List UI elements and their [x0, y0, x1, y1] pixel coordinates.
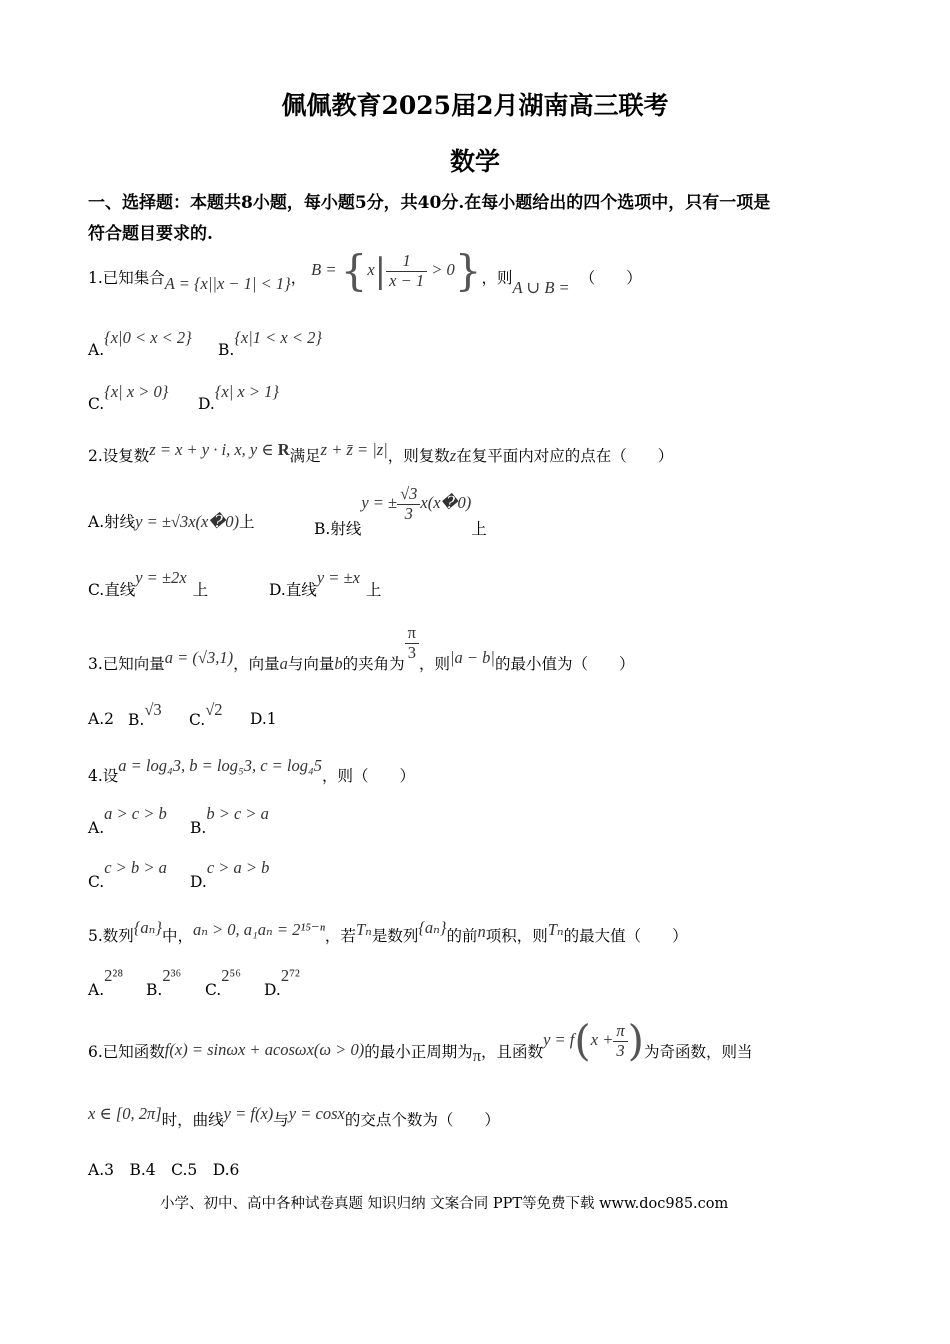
q2-expr1: z = x + y · i, x, y ∈ R: [149, 440, 290, 459]
q1-option-b-label: B.: [218, 341, 235, 359]
q5-tn-2: Tₙ: [547, 920, 564, 939]
q2-option-d-label: D.直线: [269, 581, 317, 599]
q1-paren: （ ）: [579, 268, 642, 287]
q3-option-c-expr: √2: [205, 700, 223, 719]
q4-option-b: [190, 804, 269, 837]
section-heading-line2: 符合题目要求的.: [88, 224, 213, 244]
question-1: [88, 246, 642, 300]
q2-expr2: z + z̄ = |z|: [320, 440, 388, 459]
q3-option-c: [189, 700, 223, 729]
q6-t1: 的最小正周期为: [364, 1042, 473, 1061]
q6-t2: ，且函数: [481, 1042, 544, 1061]
q3-option-c-label: C.: [189, 711, 206, 729]
q3-expr1: a = (√3,1): [164, 648, 234, 668]
q6-domain: x ∈ [0, 2π]: [88, 1104, 162, 1123]
q5-option-c-label: C.: [205, 981, 222, 999]
q2-option-d-on: 上: [365, 581, 382, 599]
q2-rest: ，则复数: [387, 447, 450, 465]
q1-set-b-prefix: B =: [311, 259, 341, 279]
q3-option-b-label: B.: [128, 711, 145, 729]
q6-t3: 为奇函数，则当: [644, 1042, 753, 1061]
q6-t5: 与: [273, 1111, 289, 1129]
q4-option-d: [190, 858, 270, 891]
q1-set-b-den: x − 1: [389, 270, 425, 290]
subject-title: 数学: [449, 147, 500, 176]
q3-t4: ，则: [419, 655, 451, 674]
q4-option-a-label: A.: [88, 819, 105, 837]
q5-t3: 是数列: [371, 927, 419, 945]
q1-set-a: A = {x||x − 1| < 1}: [164, 273, 291, 293]
q4-expr: a = log₄3, b = log₅3, c = log₄5: [118, 756, 322, 775]
q5-t6: 的最大值（ ）: [563, 927, 688, 945]
q3-a: a: [279, 654, 288, 674]
q5-option-d: [264, 966, 300, 999]
q5-expr: aₙ > 0, a₁aₙ = 2¹⁵⁻ⁿ: [192, 920, 325, 939]
q5-tn: Tₙ: [355, 920, 372, 939]
q6-t4: 时，曲线: [161, 1111, 224, 1129]
section-heading-line1: 一、选择题：本题共8小题，每小题5分，共40分.在每小题给出的四个选项中，只有一项是: [88, 193, 771, 213]
q3-expr2: |a − b|: [450, 648, 495, 668]
q1-option-c-text: {x| x > 0}: [104, 382, 169, 401]
q6-f: f(x) = sinωx + acosωx(ω > 0): [164, 1039, 365, 1059]
q3-option-b-expr: √3: [144, 700, 162, 719]
q1-set-b-suffix: > 0: [431, 259, 455, 279]
q2-option-c-label: C.直线: [88, 581, 136, 599]
q2-option-d: [269, 568, 382, 600]
q3-t2: 与向量: [287, 655, 335, 674]
q5-seq-2: {aₙ}: [418, 918, 447, 937]
q3-b: b: [334, 654, 343, 674]
q1-expr: A ∪ B =: [512, 277, 570, 297]
q1-set-b-num: 1: [386, 252, 427, 272]
q2-rest2: 在复平面内对应的点在（ ）: [456, 447, 674, 465]
q2-option-a-label: A.射线: [88, 513, 136, 531]
q6-g: y = f(x + $\frac{\pi}{3}$ ): [543, 1016, 645, 1065]
question-5: [88, 918, 688, 946]
question-6: [88, 1016, 753, 1065]
q1-option-d-text: {x| x > 1}: [214, 382, 279, 401]
q5-t1: 中，: [161, 927, 193, 945]
q5-option-d-label: D.: [264, 981, 281, 999]
q5-t4: 的前: [446, 927, 478, 945]
q6-options: A.3 B.4 C.5 D.6: [88, 1161, 240, 1179]
q1-stem: 1.已知集合: [88, 268, 165, 287]
q2-option-c-on: 上: [192, 581, 209, 599]
q1-option-c-label: C.: [88, 395, 105, 413]
q1-option-c: [88, 382, 169, 413]
q1-option-a-label: A.: [88, 341, 105, 359]
q6-cos: y = cosx: [288, 1104, 345, 1123]
q5-option-a: [88, 966, 124, 999]
q4-option-d-label: D.: [190, 873, 207, 891]
q5-n: n: [477, 922, 486, 941]
q2-option-b-expr: y = ± $\frac{√3}{3}$ x(x�0): [361, 484, 472, 523]
q1-comma: ，: [290, 268, 307, 287]
q1-option-d-label: D.: [198, 395, 215, 413]
q4-option-c-text: c > b > a: [104, 858, 167, 877]
q2-z: z: [449, 446, 457, 465]
q6-line2: [88, 1104, 500, 1130]
q5-stem: 5.数列: [88, 927, 134, 945]
q5-option-c-text: 2⁵⁶: [221, 966, 241, 985]
q2-option-b-label: B.射线: [314, 520, 362, 539]
q2-satisfy: 满足: [289, 447, 321, 465]
page-title: 佩佩教育2025届2月湖南高三联考: [281, 91, 669, 120]
q4-option-d-text: c > a > b: [206, 858, 270, 877]
question-2: [88, 440, 674, 466]
q4-option-c: [88, 858, 167, 891]
q4-option-b-text: b > c > a: [206, 804, 269, 823]
q2-option-a: [88, 510, 255, 532]
q4-option-b-label: B.: [190, 819, 207, 837]
q5-option-a-text: 2²⁸: [104, 966, 124, 985]
q1-then: ，则: [481, 268, 513, 287]
q5-t5: 项积，则: [485, 927, 548, 945]
q6-pi: π: [472, 1045, 482, 1065]
q3-option-b: [128, 700, 162, 729]
q3-stem: 3.已知向量: [88, 655, 165, 674]
question-4: [88, 754, 416, 785]
q3-option-a: A.2: [88, 710, 114, 728]
q3-t5: 的最小值为（ ）: [494, 655, 635, 674]
q5-t2: ，若: [324, 927, 356, 945]
page-footer: 小学、初中、高中各种试卷真题 知识归纳 文案合同 PPT等免费下载 www.doc985.com: [160, 1196, 729, 1212]
q3-option-d: D.1: [250, 710, 277, 728]
q4-option-a-text: a > c > b: [104, 804, 167, 823]
q1-set-b: B = {x| $\frac{1}{x - 1}$ > 0}: [311, 246, 482, 295]
q2-option-b-on: 上: [471, 520, 487, 539]
q4-option-a: [88, 804, 167, 837]
q3-t1: ，向量: [233, 655, 280, 674]
q2-option-b: [314, 484, 487, 539]
q3-angle: $\frac{\pi}{3}$: [405, 624, 419, 663]
q2-stem: 2.设复数: [88, 447, 150, 465]
q2-option-a-expr: y = ±√3x(x�0): [135, 512, 239, 531]
q2-option-d-expr: y = ±x: [316, 568, 360, 587]
q5-option-b-text: 2³⁶: [162, 966, 182, 985]
q4-option-c-label: C.: [88, 873, 105, 891]
q4-rest: ，则（ ）: [322, 767, 416, 785]
q5-option-c: [205, 966, 241, 999]
q5-seq: {aₙ}: [133, 918, 162, 937]
q6-curve: y = f(x): [223, 1104, 274, 1123]
q2-option-c-expr: y = ±2x: [135, 568, 187, 587]
q4-stem: 4.设: [88, 767, 119, 785]
q6-stem: 6.已知函数: [88, 1042, 165, 1061]
q1-option-a-text: {x|0 < x < 2}: [104, 328, 192, 347]
q2-option-c: [88, 568, 209, 600]
q5-option-a-label: A.: [88, 981, 105, 999]
q5-option-b: [146, 966, 182, 999]
q3-t3: 的夹角为: [342, 655, 405, 674]
q1-option-b: [218, 328, 322, 359]
q5-option-d-text: 2⁷²: [280, 966, 300, 985]
q5-option-b-label: B.: [146, 981, 163, 999]
q2-option-a-on: 上: [239, 513, 255, 531]
q1-option-a: [88, 328, 192, 359]
q1-option-b-text: {x|1 < x < 2}: [234, 328, 322, 347]
q1-option-d: [198, 382, 279, 413]
q6-t6: 的交点个数为（ ）: [344, 1111, 500, 1129]
question-3: [88, 623, 635, 674]
